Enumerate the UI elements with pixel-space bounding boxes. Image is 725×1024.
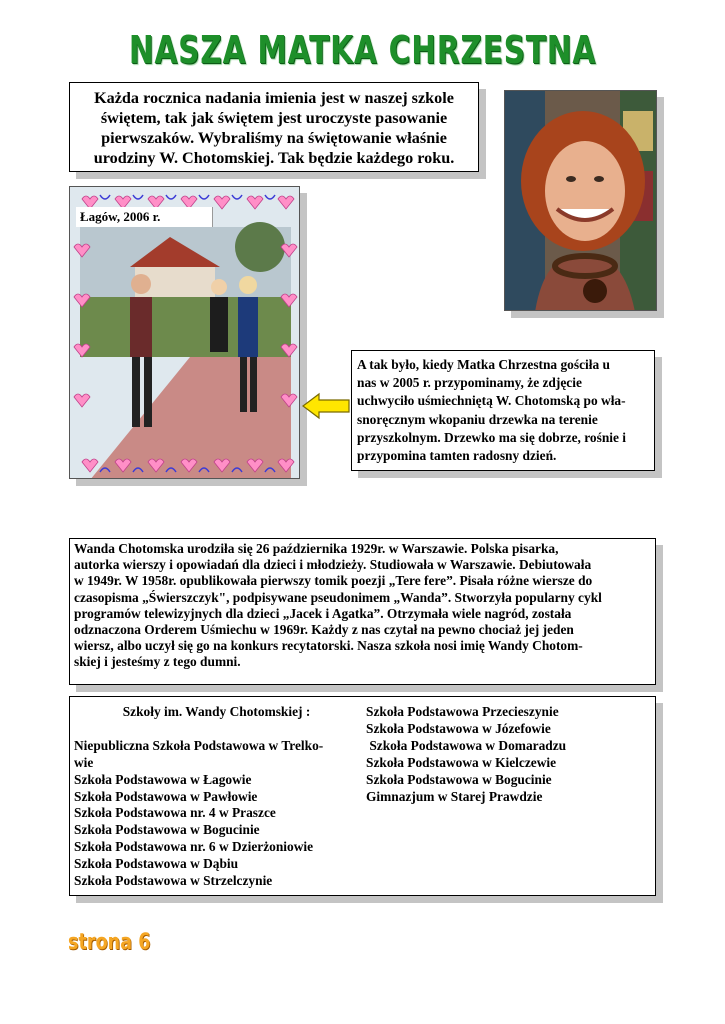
school-item: Szkoła Podstawowa w Bogucinie	[74, 822, 260, 838]
bio-line: Wanda Chotomska urodziła się 26 października 1929r. w Warszawie. Polska pisarka,	[74, 541, 559, 556]
page-title: NASZA MATKA CHRZESTNA	[128, 28, 597, 72]
schools-right-column	[366, 704, 651, 805]
story-line: nas w 2005 r. przypominamy, że zdjęcie	[357, 375, 582, 391]
school-item: Szkoła Podstawowa w Bogucinie	[366, 771, 552, 787]
schools-left-column	[74, 704, 359, 890]
school-item: Gimnazjum w Starej Prawdzie	[366, 788, 543, 804]
page-number: strona 6	[68, 930, 151, 955]
story-line: przypomina tamten radosny dzień.	[357, 448, 557, 464]
bio-line: czasopisma „Świerszczyk", podpisywane pseudonimem „Wanda”. Stworzyła popularny cykl	[74, 589, 602, 605]
school-item: Szkoła Podstawowa nr. 6 w Dzierżoniowie	[74, 839, 314, 855]
school-item: Szkoła Podstawowa w Domaradzu	[366, 737, 567, 753]
portrait-image	[505, 91, 657, 311]
school-item: Szkoła Podstawowa w Józefowie	[366, 720, 551, 736]
intro-box	[69, 82, 479, 172]
bio-line: skiej i jesteśmy z tego dumni.	[74, 654, 241, 670]
arrow-left-icon	[301, 392, 351, 420]
school-item: Szkoła Podstawowa w Pawłowie	[74, 788, 258, 804]
intro-line: świętem, tak jak świętem jest uroczyste pasowanie	[100, 109, 448, 127]
school-item: Szkoła Podstawowa w Strzelczynie	[74, 873, 273, 889]
school-item: Szkoła Podstawowa w Łagowie	[74, 771, 252, 787]
bio-line: autorka wierszy i opowiadań dla dzieci i młodzieży. Studiowała w Warszawie. Debiutowała	[74, 557, 592, 573]
bio-line: w 1949r. W 1958r. opublikowała pierwszy tomik poezji „Tere fere”. Pisała różne wiersze do	[74, 573, 593, 589]
school-item: Szkoła Podstawowa Przecieszynie	[366, 704, 559, 719]
school-item: Szkoła Podstawowa nr. 4 w Praszce	[74, 805, 276, 821]
bio-line: odznaczona Orderem Uśmiechu w 1969r. Każdy z nas czytał na pewno chociaż jej jeden	[74, 622, 574, 638]
story-line: uchwyciło uśmiechniętą W. Chotomską po wła-	[357, 393, 626, 409]
intro-line: Każda rocznica nadania imienia jest w naszej szkole	[94, 89, 454, 107]
schools-heading: Szkoły im. Wandy Chotomskiej :	[122, 704, 311, 719]
school-item: Niepubliczna Szkoła Podstawowa w Trelko-	[74, 737, 324, 753]
bio-line: programów telewizyjnych dla dzieci „Jacek i Agatka”. Otrzymała wiele nagród, została	[74, 605, 572, 621]
biography-box	[69, 538, 656, 685]
story-line: przyszkolnym. Drzewko ma się dobrze, rośnie i	[357, 429, 627, 445]
schools-box	[69, 696, 656, 896]
school-item: Szkoła Podstawowa w Dąbiu	[74, 856, 239, 872]
story-line: A tak było, kiedy Matka Chrzestna gościła u	[357, 357, 610, 372]
story-box	[351, 350, 655, 471]
story-line: snoręcznym wkopaniu drzewka na terenie	[357, 411, 598, 427]
bio-line: wiersz, albo uczył się go na konkurs recytatorski. Nasza szkoła nosi imię Wandy Chotom-	[74, 638, 583, 654]
intro-line: pierwszaków. Wybraliśmy na świętowanie właśnie	[101, 129, 447, 147]
school-item: wie	[74, 754, 94, 770]
intro-line: urodziny W. Chotomskiej. Tak będzie każdego roku.	[93, 149, 455, 167]
event-photo-image	[70, 187, 300, 479]
event-photo	[69, 186, 300, 479]
photo-caption: Łagów, 2006 r.	[76, 207, 213, 227]
school-item: Szkoła Podstawowa w Kielczewie	[366, 754, 557, 770]
portrait-photo	[504, 90, 657, 311]
